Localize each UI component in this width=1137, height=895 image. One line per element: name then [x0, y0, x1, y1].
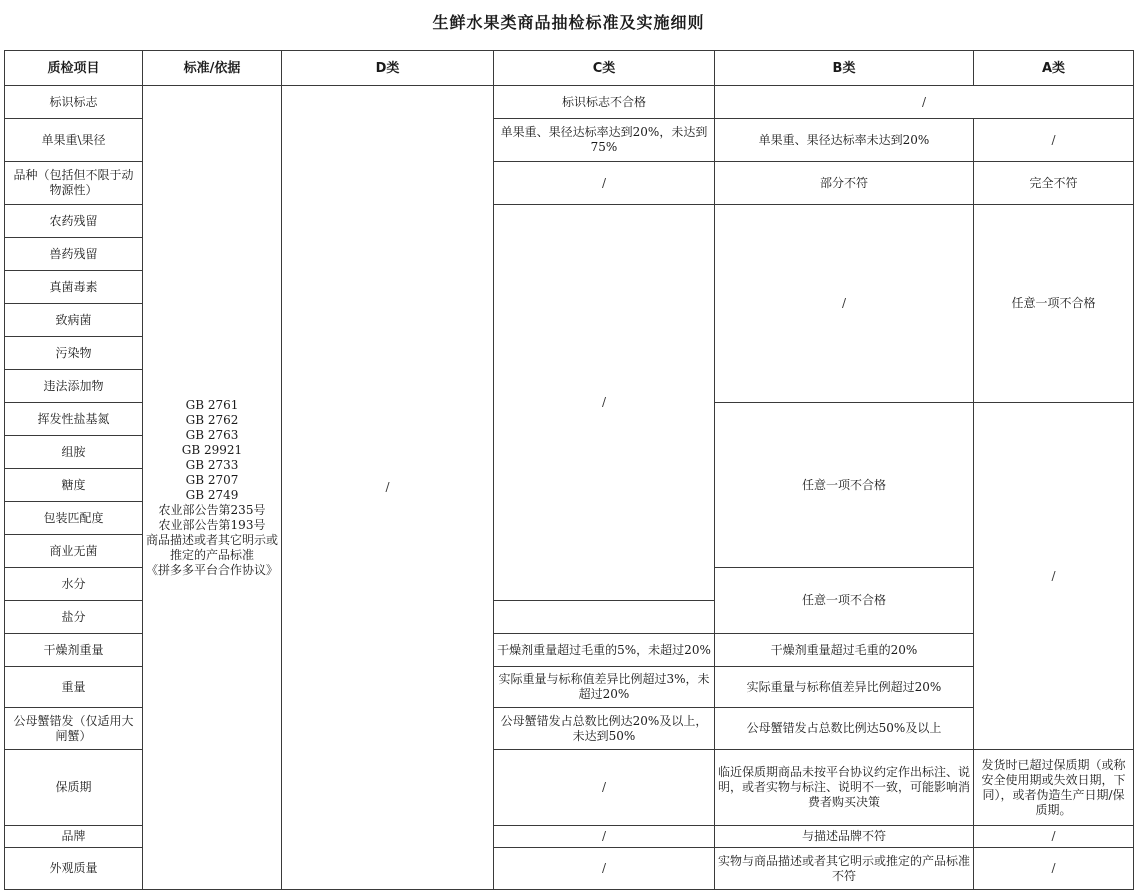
item-label: 公母蟹错发（仅适用大闸蟹） [5, 708, 143, 750]
header-item: 质检项目 [5, 51, 143, 86]
class-c-cell: 实际重量与标称值差异比例超过3%，未超过20% [494, 667, 715, 708]
not-applicable-mark: / [601, 780, 607, 794]
basis-line: GB 2763 [185, 427, 239, 442]
item-label: 致病菌 [5, 304, 143, 337]
not-applicable-mark: / [841, 296, 847, 310]
item-label: 真菌毒素 [5, 271, 143, 304]
item-label: 违法添加物 [5, 370, 143, 403]
class-c-cell [494, 826, 715, 848]
class-b-cell: 公母蟹错发占总数比例达50%及以上 [715, 708, 974, 750]
item-label: 单果重\果径 [5, 119, 143, 162]
not-applicable-mark: / [921, 94, 927, 109]
not-applicable-mark: / [1051, 829, 1056, 843]
not-applicable-mark: / [1051, 132, 1056, 147]
basis-line: GB 2749 [185, 487, 239, 502]
class-a-cell [974, 848, 1134, 890]
basis-line: GB 29921 [181, 442, 243, 457]
class-c-cell: 干燥剂重量超过毛重的5%，未超过20% [494, 634, 715, 667]
class-b-cell: 单果重、果径达标率未达到20% [715, 119, 974, 162]
basis-line: GB 2762 [185, 412, 239, 427]
class-c-cell [494, 848, 715, 890]
not-applicable-mark: / [601, 395, 607, 409]
item-label: 品牌 [5, 826, 143, 848]
class-c-cell [494, 162, 715, 205]
not-applicable-mark: / [601, 175, 607, 190]
basis-line: GB 2707 [185, 472, 239, 487]
class-c-cell: 单果重、果径达标率达到20%，未达到75% [494, 119, 715, 162]
class-b-cell: 实际重量与标称值差异比例超过20% [715, 667, 974, 708]
not-applicable-mark: / [1051, 861, 1056, 875]
not-applicable-mark: / [385, 480, 390, 494]
item-label: 品种（包括但不限于动物源性） [5, 162, 143, 205]
class-a-cell [974, 403, 1134, 750]
item-label: 重量 [5, 667, 143, 708]
header-class-a: A类 [974, 51, 1134, 86]
class-c-cell: 标识标志不合格 [494, 86, 715, 119]
header-class-c: C类 [494, 51, 715, 86]
not-applicable-mark: / [601, 829, 607, 843]
basis-line: 农业部公告第193号 [158, 517, 266, 532]
class-ba-cell [715, 86, 1134, 119]
item-label: 干燥剂重量 [5, 634, 143, 667]
basis-line: GB 2733 [185, 457, 239, 472]
item-label: 糖度 [5, 469, 143, 502]
class-b-cell: 与描述品牌不符 [715, 826, 974, 848]
class-b-cell: 干燥剂重量超过毛重的20% [715, 634, 974, 667]
class-a-cell: 发货时已超过保质期（或称安全使用期或失效日期，下同），或者伪造生产日期/保质期。 [974, 750, 1134, 826]
class-a-cell: 完全不符 [974, 162, 1134, 205]
table-header-row [5, 51, 1134, 86]
not-applicable-mark: / [1051, 568, 1056, 583]
item-label: 挥发性盐基氮 [5, 403, 143, 436]
item-label: 盐分 [5, 601, 143, 634]
basis-line: 商品描述或者其它明示或推定的产品标准 [146, 532, 279, 562]
inspection-standard-table [4, 50, 1134, 890]
class-b-cell: 部分不符 [715, 162, 974, 205]
item-label: 标识标志 [5, 86, 143, 119]
item-label: 保质期 [5, 750, 143, 826]
basis-cell [143, 86, 282, 890]
class-c-cell: 任意一项不合格 [715, 568, 974, 634]
item-label: 商业无菌 [5, 535, 143, 568]
class-d-cell [282, 86, 494, 890]
class-a-cell [974, 826, 1134, 848]
item-label: 外观质量 [5, 848, 143, 890]
table-row [5, 86, 1134, 119]
basis-line: 《拼多多平台合作协议》 [146, 562, 279, 577]
basis-line: 农业部公告第235号 [158, 502, 266, 517]
document-title: 生鲜水果类商品抽检标准及实施细则 [432, 13, 705, 32]
item-label: 包装匹配度 [5, 502, 143, 535]
item-label: 水分 [5, 568, 143, 601]
item-label: 农药残留 [5, 205, 143, 238]
class-a-cell: 任意一项不合格 [974, 205, 1134, 403]
item-label: 组胺 [5, 436, 143, 469]
header-class-d: D类 [282, 51, 494, 86]
class-c-cell [494, 750, 715, 826]
header-class-b: B类 [715, 51, 974, 86]
basis-line: GB 2761 [185, 397, 239, 412]
class-c-cell: 公母蟹错发占总数比例达20%及以上，未达到50% [494, 708, 715, 750]
class-b-cell: 实物与商品描述或者其它明示或推定的产品标准不符 [715, 848, 974, 890]
class-c-cell [494, 205, 715, 601]
class-b-cell [715, 205, 974, 403]
item-label: 污染物 [5, 337, 143, 370]
not-applicable-mark: / [601, 861, 607, 875]
item-label: 兽药残留 [5, 238, 143, 271]
class-a-cell [974, 119, 1134, 162]
class-b-cell: 任意一项不合格 [715, 403, 974, 568]
header-basis: 标准/依据 [143, 51, 282, 86]
class-b-cell: 临近保质期商品未按平台协议约定作出标注、说明，或者实物与标注、说明不一致，可能影响消费者购买决策 [715, 750, 974, 826]
